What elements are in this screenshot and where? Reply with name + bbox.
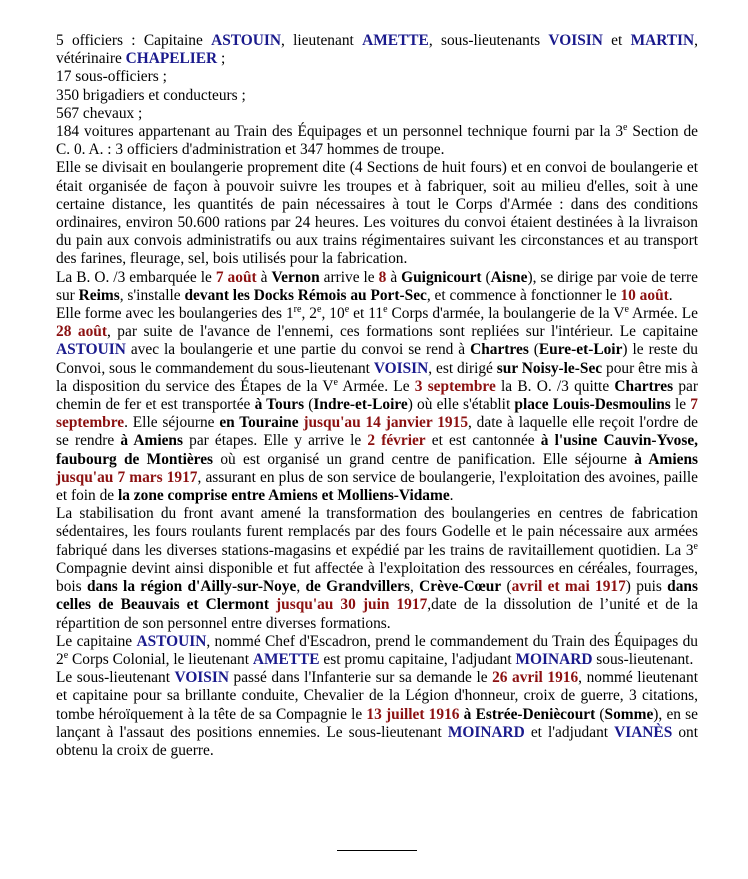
paragraph-voisin [56,669,698,760]
place-highlight: place Louis-Desmoulins [514,396,671,414]
footer-divider [337,850,417,851]
text-run: Armée. Le [337,377,415,395]
text-run: Corps d'armée, la boulangerie de la V [387,305,625,323]
text-run: La stabilisation du front avant amené la transformation des boulangeries en centres de fabrication sédentaires, les fours roulants furent remplacés par des fours Godelle et le pain nécessaire aux armées fabriqué dans les diverses stations-magasins et expédié par les trains de ravitaillement quotidien. La 3 [56,505,698,559]
text-run: ,date de la dissolution de l’unité et de la répartition de son personnel entre diverses formations. [56,596,698,632]
text-run: ; [217,50,226,68]
person-name: AMETTE [362,32,429,49]
paragraph-stabilisation [56,505,698,632]
text-run: Le capitaine [56,632,137,650]
place-highlight: Reims [78,286,120,304]
text-run: 17 sous-officiers ; [56,68,167,86]
paragraph-movements [56,305,698,505]
text-run: , est dirigé [428,359,497,377]
text-run: , lieutenant [280,32,363,49]
paragraph-promotions [56,633,698,669]
paragraph-officers [56,32,698,68]
ordinal-superscript: e [623,121,628,133]
text-run: sous-lieutenant. [592,650,694,668]
person-name: MARTIN [630,32,695,49]
date-highlight: 7 août [215,268,257,286]
text-run [269,596,276,613]
text-run: Elle se divisait en boulangerie proprement dite (4 Sections de huit fours) et en convoi de boulangerie et était organisée de façon à pouvoir suivre les troupes et à fabriquer, soit au milieu d'elles, soit à une certaine distance, les quantités de pain nécessaires à tout le Corps d'Armée : dans des conditions ordinaires, environ 50.600 rations par 24 heures. Les voitures du convoi étaient destinées à la livraison du pain aux convois administratifs ou aux trains régimentaires suivant les circonstances et au transport des farines, fleurage, sel, bois utilisés pour la fabrication. [56,159,698,268]
date-highlight: 8 [378,268,387,286]
text-run: la B. O. /3 quitte [495,377,615,395]
text-run: ), en se lançant à l'assaut des positions ennemies. Le sous-lieutenant [56,705,698,741]
text-run: La B. O. /3 embarquée le [56,268,216,286]
date-highlight: jusqu'au 14 janvier 1915 [303,414,469,432]
text-run: Compagnie devint ainsi disponible et fut affectée à l'exploitation des ressources en céréales, fourrages, bois [56,559,698,596]
text-run: Section de C. 0. A. : 3 officiers d'administration et 347 hommes de troupe. [56,123,698,159]
place-highlight: à Amiens [120,432,183,450]
person-name: ASTOUIN [56,341,126,359]
text-run: et est cantonnée [425,432,541,450]
text-run: , 2 [301,305,317,323]
text-run: par chemin de fer et est transportée [56,377,698,414]
date-highlight: 28 août [56,323,107,341]
text-run: 567 chevaux ; [56,104,143,122]
place-highlight: sur Noisy-le-Sec [496,359,603,377]
text-run: Corps Colonial, le lieutenant [68,650,253,668]
text-run: , sous-lieutenants [428,32,549,49]
person-name: VOISIN [548,32,603,49]
text-run: ) le reste du Convoi, sous le commandement du sous-lieutenant [56,341,698,377]
text-run: pour être mis à la disposition du service des Étapes de la V [56,359,698,395]
place-highlight: Chartres [614,377,674,395]
place-highlight: Aisne [490,268,528,286]
place-highlight: Indre-et-Loire [313,396,408,414]
paragraph-organisation [56,159,698,268]
person-name: MOINARD [515,650,593,668]
place-highlight: la zone comprise entre Amiens et Molliens-Vidame [117,487,450,505]
text-run: , nommé Chef d'Escadron, prend le commandement du Train des Équipages du 2 [56,632,698,668]
date-highlight: avril et mai 1917 [511,578,626,596]
ordinal-superscript: e [624,303,629,315]
place-highlight: Crève-Cœur [419,578,502,596]
place-highlight: en Touraine [219,414,299,432]
text-run: Elle forme avec les boulangeries des 1 [56,305,294,323]
place-highlight: à l'usine Cauvin-Yvose, faubourg de Montières [56,432,699,468]
text-run: par étapes. Elle y arrive le [182,432,368,450]
person-name: CHAPELIER [125,50,218,68]
date-highlight: jusqu'au 7 mars 1917 [56,468,198,486]
paragraph-horses [56,105,698,123]
text-run: passé dans l'Infanterie sur sa demande le [228,669,493,687]
document-body [56,32,698,760]
text-run: , assurant en plus de son service de boulangerie, l'exploitation des avoines, paille et foin de [56,468,698,505]
person-name: VOISIN [373,359,429,377]
text-run: ) où elle s'établit [407,396,515,414]
text-run: est promu capitaine, l'adjudant [319,650,516,668]
text-run: ont obtenu la croix de guerre. [56,723,698,759]
ordinal-superscript: e [693,540,698,552]
date-highlight: jusqu'au 30 juin 1917 [276,596,428,614]
date-highlight: 3 septembre [414,377,496,395]
place-highlight: Eure-et-Loir [538,341,623,359]
person-name: VOISIN [174,669,229,687]
place-highlight: à Amiens [634,450,698,468]
place-highlight: Guignicourt [401,268,482,286]
paragraph-vehicles [56,123,698,159]
ordinal-superscript: e [317,303,322,315]
date-highlight: 10 août [620,286,669,304]
text-run: 184 voitures appartenant au Train des Équipages et un personnel technique fourni par la 3 [56,123,624,141]
person-name: MOINARD [447,723,525,741]
person-name: ASTOUIN [211,32,281,49]
ordinal-superscript: e [63,649,69,661]
date-highlight: 2 février [367,432,426,450]
place-highlight: dans celles de Beauvais et Clermont [56,578,698,614]
text-run: ( [528,341,539,359]
text-run: Armée. Le [628,305,699,323]
text-run: , [409,578,420,596]
text-run: , par suite de l'avance de l'ennemi, ces formations sont repliées sur l'intérieur. Le capitaine [106,323,698,341]
place-highlight: devant les Docks Rémois au Port-Sec [184,286,427,304]
date-highlight: 26 avril 1916 [492,669,579,687]
text-run: , vétérinaire [56,32,699,68]
text-run: . Elle séjourne [124,414,220,432]
date-highlight: 7 septembre [56,396,698,432]
person-name: VIANÈS [614,723,673,741]
text-run: ( [501,578,512,596]
text-run: ( [595,705,605,723]
text-run: 5 officiers : Capitaine [56,32,212,49]
paragraph-nco [56,68,698,86]
text-run: , et commence à fonctionner le [426,286,621,304]
place-highlight: de Grandvillers [305,578,410,596]
place-highlight: à Estrée-Deniècourt [463,705,596,723]
text-run: Le sous-lieutenant [56,669,175,687]
text-run: à [256,268,272,286]
text-run: 350 brigadiers et conducteurs ; [56,86,246,104]
text-run: avec la boulangerie et une partie du convoi se rend à [125,341,471,359]
date-highlight: 13 juillet 1916 [366,705,460,723]
text-run: ), se dirige par voie de terre sur [56,268,698,304]
text-run: ( [304,396,314,414]
text-run: et [602,32,631,49]
ordinal-superscript: re [293,303,302,315]
text-run: à [386,268,402,286]
text-run: , [296,578,306,596]
text-run: ( [481,268,491,286]
ordinal-superscript: e [383,303,388,315]
person-name: ASTOUIN [136,632,207,650]
paragraph-brigadiers [56,87,698,105]
text-run: , nommé lieutenant et capitaine pour sa brillante conduite, Chevalier de la Légion d'honneur, croix de guerre, 3 citations, tombe héroïquement à la tête de sa Compagnie le [56,669,698,723]
text-run: et l'adjudant [524,723,615,741]
ordinal-superscript: e [344,303,350,315]
text-run: , 10 [321,305,345,323]
text-run: , s'installe [119,286,185,304]
text-run: ) puis [625,578,668,596]
place-highlight: Somme [604,705,654,723]
place-highlight: Vernon [271,268,320,286]
paragraph-departure [56,269,698,305]
text-run: arrive le [319,268,379,286]
text-run: . [449,487,454,505]
text-run: et 11 [349,305,384,323]
ordinal-superscript: e [333,376,338,388]
text-run: , date à laquelle elle reçoit l'ordre de se rendre [56,414,698,450]
text-run: . [668,286,673,304]
place-highlight: à Tours [254,396,305,414]
person-name: AMETTE [252,650,320,668]
place-highlight: dans la région d'Ailly-sur-Noye [86,578,297,596]
place-highlight: Chartres [470,341,529,359]
text-run: le [670,396,691,414]
text-run: où est organisé un grand centre de panification. Elle séjourne [213,450,635,468]
